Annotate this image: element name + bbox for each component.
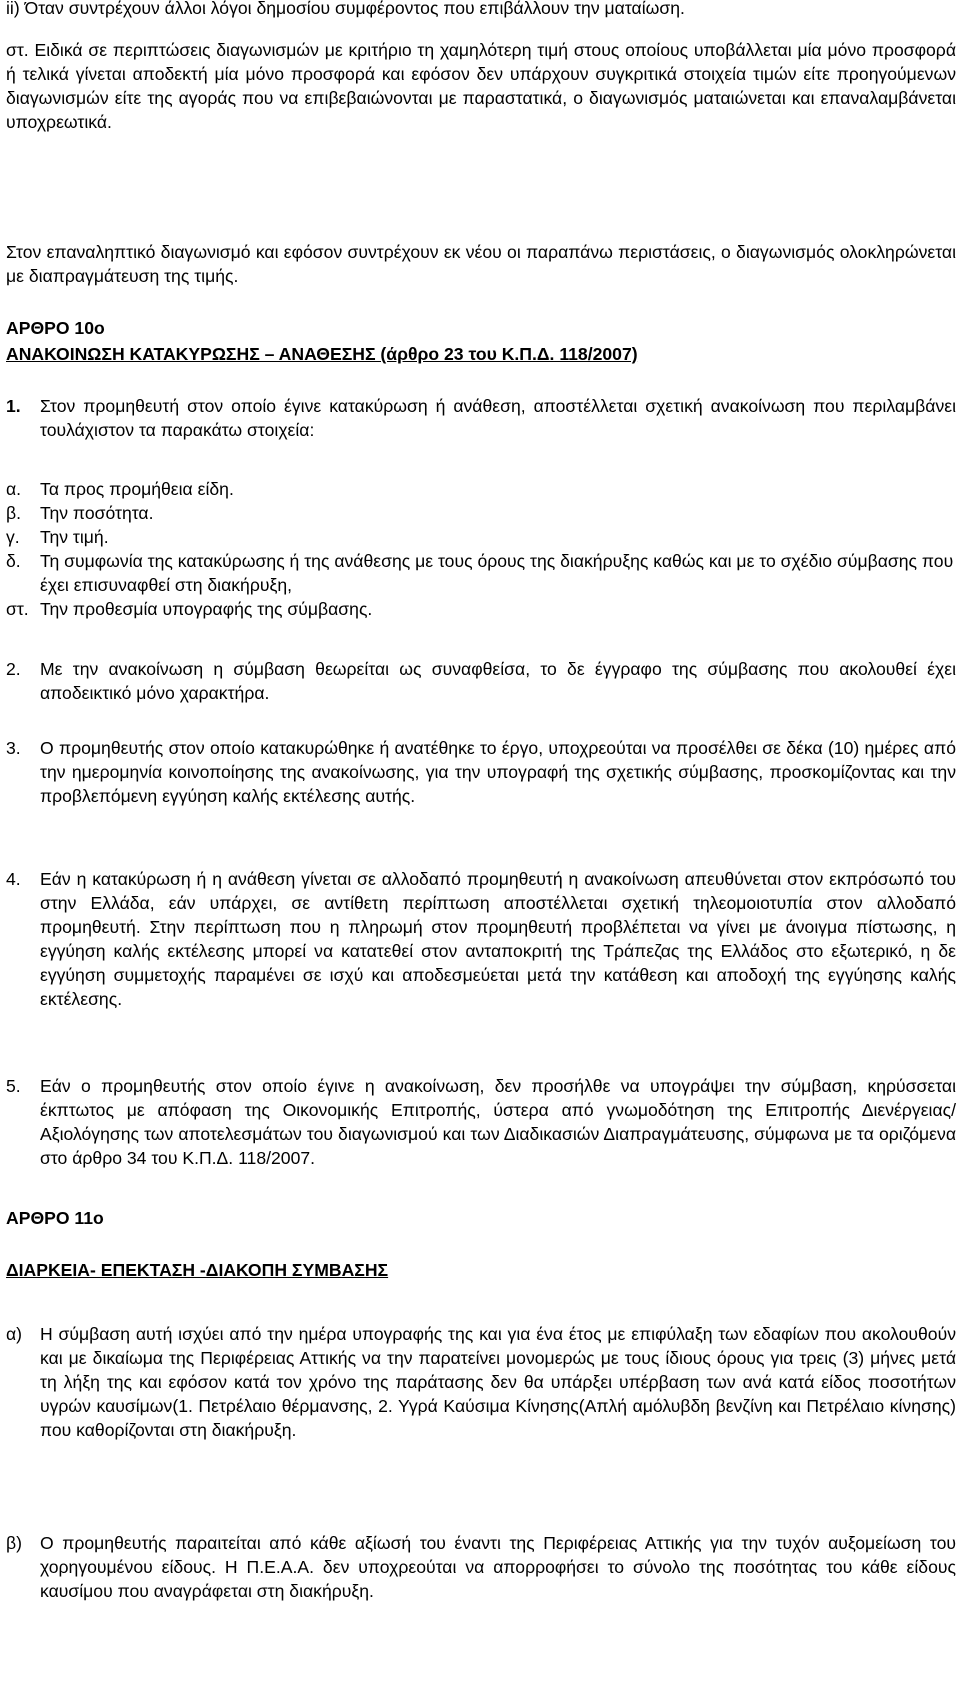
- list-item-label: γ.: [6, 527, 20, 547]
- list-item-text: Τα προς προμήθεια είδη.: [40, 479, 234, 499]
- list-item-label: α.: [6, 479, 22, 499]
- point-number: 5.: [6, 1076, 21, 1096]
- list-item-text: Την ποσότητα.: [40, 503, 154, 523]
- list-item: [6, 477, 956, 501]
- point-text: Ο προμηθευτής στον οποίο κατακυρώθηκε ή ανατέθηκε το έργο, υποχρεούται να προσέλθει σε δέκα (10) ημέρες από την ημερομηνία κοινοποίησης της ανακοίνωσης, για την υπογραφή της σχετικής σύμβασης, προσκομίζοντας και την προβλεπόμενη εγγύηση καλής εκτέλεσης αυτής.: [40, 738, 956, 806]
- point-text: Εάν η κατακύρωση ή η ανάθεση γίνεται σε αλλοδαπό προμηθευτή η ανακοίνωση απευθύνεται στον εκπρόσωπό του στην Ελλάδα, εάν υπάρχει, σε αντίθετη περίπτωση αποστέλλεται σχετική τηλεομοιοτυπία στον αλλοδαπό προμηθευτή. Στην περίπτωση που η πληρωμή στον προμηθευτή προβλέπεται να γίνει με άνοιγμα πίστωσης, η εγγύηση καλής εκτέλεσης μπορεί να κατατεθεί στον ανταποκριτή της Τράπεζας της Ελλάδος στο εξωτερικό, η δε εγγύηση συμμετοχής παραμένει σε ισχύ και αποδεσμεύεται μετά την κατάθεση και αποδοχή της εγγύησης καλής εκτέλεσης.: [40, 869, 956, 1009]
- point-text: Στον προμηθευτή στον οποίο έγινε κατακύρωση ή ανάθεση, αποστέλλεται σχετική ανακοίνωση που περιλαμβάνει τουλάχιστον τα παρακάτω στοιχεία:: [40, 396, 956, 440]
- paragraph-st: στ. Ειδικά σε περιπτώσεις διαγωνισμών με κριτήριο τη χαμηλότερη τιμή στους οποίους υποβάλλεται μία μόνο προσφορά ή τελικά γίνεται αποδεκτή μία μόνο προσφορά και εφόσον δεν υπάρχουν συγκριτικά στοιχεία τιμών είτε προηγούμενων διαγωνισμών είτε της αγοράς που να επιβεβαιώνονται με παραστατικά, ο διαγωνισμός ματαιώνεται και επαναλαμβάνεται υποχρεωτικά.: [6, 40, 956, 132]
- point-text: Με την ανακοίνωση η σύμβαση θεωρείται ως συναφθείσα, το δε έγγραφο της σύμβασης που ακολουθεί έχει αποδεικτικό μόνο χαρακτήρα.: [40, 659, 956, 703]
- clause-label: β): [6, 1533, 22, 1553]
- article-10-point-2: [6, 657, 956, 705]
- article-11-clause-a: [6, 1322, 956, 1442]
- article-10-point-1: [6, 394, 956, 442]
- list-item-label: β.: [6, 503, 22, 523]
- article-10-heading: ΑΡΘΡΟ 10ο: [6, 318, 105, 338]
- clause-text: Ο προμηθευτής παραιτείται από κάθε αξίωσή του έναντι της Περιφέρειας Αττικής για την τυχόν αυξομείωση του χορηγουμένου είδους. Η Π.Ε.Α.Α. δεν υποχρεούται να απορροφήσει το σύνολο της ποσότητας του κάθε είδους καυσίμου που αναγράφεται στη διακήρυξη.: [40, 1533, 956, 1601]
- point-number: 4.: [6, 869, 21, 889]
- list-item-text: Την προθεσμία υπογραφής της σύμβασης.: [40, 599, 373, 619]
- article-11-clause-b: [6, 1531, 956, 1603]
- article-10-point-5: [6, 1074, 956, 1170]
- article-11-title-text: ΔΙΑΡΚΕΙΑ- ΕΠΕΚΤΑΣΗ -ΔΙΑΚΟΠΗ ΣΥΜΒΑΣΗΣ: [6, 1260, 389, 1280]
- paragraph-repeat-tender: Στον επαναληπτικό διαγωνισμό και εφόσον συντρέχουν εκ νέου οι παραπάνω περιστάσεις, ο διαγωνισμός ολοκληρώνεται με διαπραγμάτευση της τιμής.: [6, 242, 956, 286]
- list-item-label: δ.: [6, 551, 21, 571]
- article-10-point-4: [6, 867, 956, 1011]
- article-10-title: [6, 342, 638, 366]
- list-item: [6, 501, 956, 525]
- paragraph-ii: ii) Όταν συντρέχουν άλλοι λόγοι δημοσίου συμφέροντος που επιβάλλουν την ματαίωση.: [6, 0, 685, 18]
- list-item: [6, 549, 956, 597]
- list-item-label: στ.: [6, 599, 29, 619]
- point-number: 2.: [6, 659, 21, 679]
- article-10-items: [6, 477, 956, 621]
- list-item: [6, 525, 956, 549]
- list-item: [6, 597, 956, 621]
- list-item-text: Την τιμή.: [40, 527, 109, 547]
- point-number: 3.: [6, 738, 21, 758]
- point-number: 1.: [6, 396, 21, 416]
- clause-text: Η σύμβαση αυτή ισχύει από την ημέρα υπογραφής της και για ένα έτος με επιφύλαξη των εδαφίων που ακολουθούν και με δικαίωμα της Περιφέρειας Αττικής να την παρατείνει μονομερώς με τους ίδιους όρους για τρεις (3) μήνες μετά τη λήξη της και εφόσον κατά τον χρόνο της παράτασης δεν θα υπάρξει υπέρβαση των ανά κατά είδος ποσοτήτων υγρών καυσίμων(1. Πετρέλαιο θέρμανσης, 2. Υγρά Καύσιμα Κίνησης(Απλή αμόλυβδη βενζίνη και Πετρέλαιο κίνησης) που καθορίζονται στη διακήρυξη.: [40, 1324, 956, 1440]
- point-text: Εάν ο προμηθευτής στον οποίο έγινε η ανακοίνωση, δεν προσήλθε να υπογράψει την σύμβαση, κηρύσσεται έκπτωτος με απόφαση της Οικονομικής Επιτροπής, ύστερα από γνωμοδότηση της Επιτροπής Διενέργειας/Αξιολόγησης των αποτελεσμάτων του διαγωνισμού και των Διαδικασιών Διαπραγμάτευσης, σύμφωνα με τα οριζόμενα στο άρθρο 34 του Κ.Π.Δ. 118/2007.: [40, 1076, 956, 1168]
- article-10-title-text: ΑΝΑΚΟΙΝΩΣΗ ΚΑΤΑΚΥΡΩΣΗΣ – ΑΝΑΘΕΣΗΣ (άρθρο 23 του Κ.Π.Δ. 118/2007): [6, 344, 638, 364]
- list-item-text: Τη συμφωνία της κατακύρωσης ή της ανάθεσης με τους όρους της διακήρυξης καθώς και με το σχέδιο σύμβασης που έχει επισυναφθεί στη διακήρυξη,: [40, 551, 954, 595]
- article-11-title: [6, 1258, 956, 1282]
- article-11-heading: ΑΡΘΡΟ 11ο: [6, 1208, 104, 1228]
- article-10-point-3: [6, 736, 956, 808]
- clause-label: α): [6, 1324, 23, 1344]
